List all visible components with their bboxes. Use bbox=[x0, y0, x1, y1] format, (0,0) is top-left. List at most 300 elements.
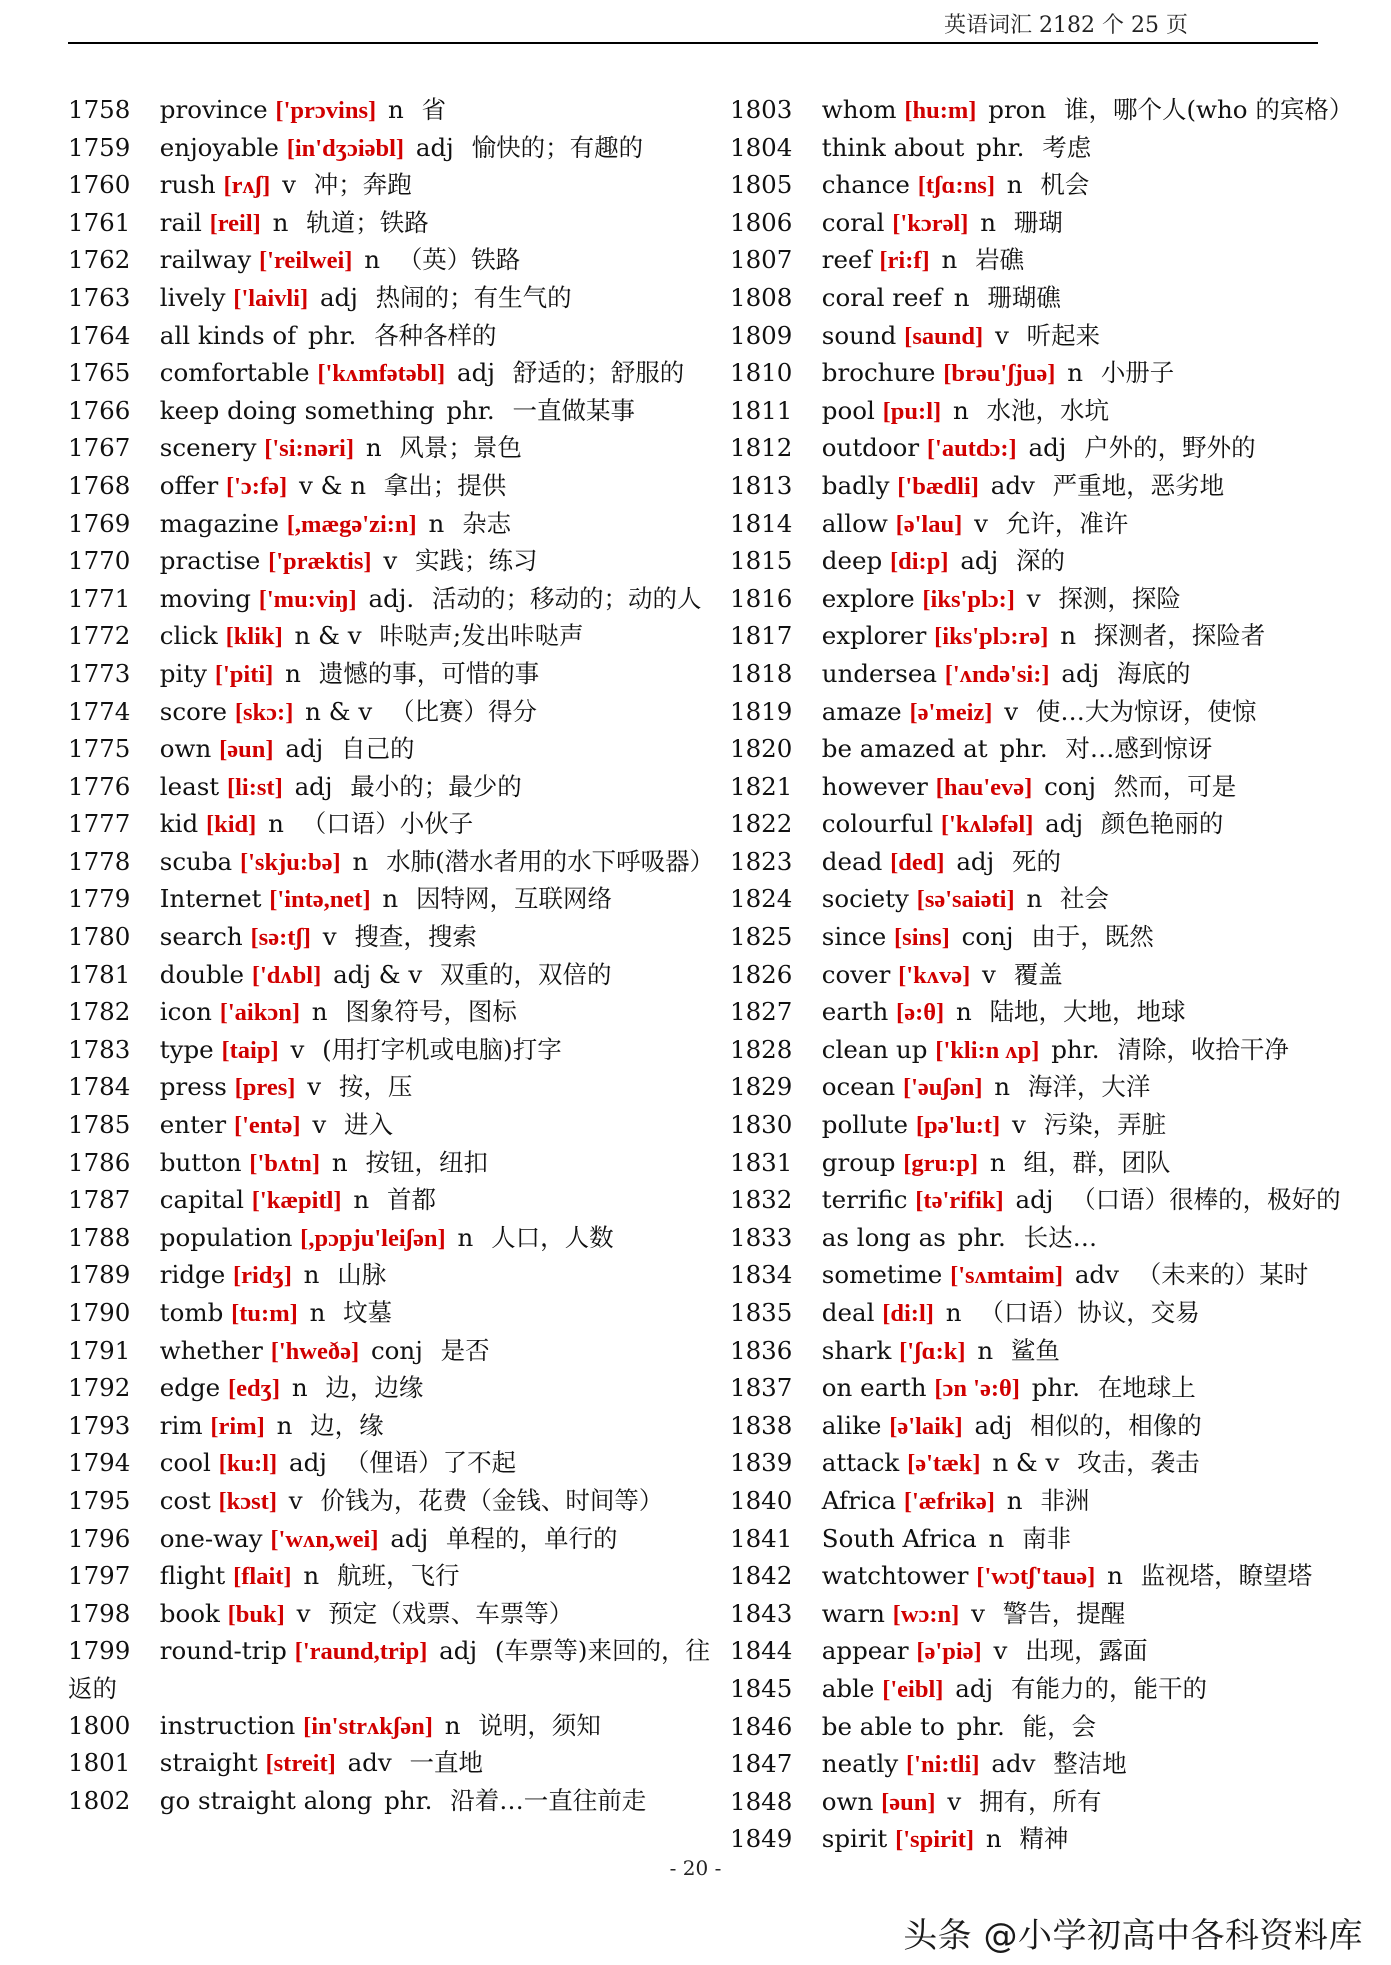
entry-number: 1829 bbox=[730, 1072, 793, 1102]
entry-meaning: (车票等)来回的，往返的 bbox=[68, 1636, 710, 1703]
entry-phonetic: ['kli:n ʌp] bbox=[935, 1036, 1040, 1064]
vocab-entry bbox=[68, 167, 718, 205]
entry-number: 1816 bbox=[730, 583, 793, 613]
entry-number: 1802 bbox=[68, 1785, 131, 1815]
entry-meaning: 严重地，恶劣地 bbox=[1052, 470, 1225, 500]
entry-meaning: 机会 bbox=[1040, 170, 1090, 200]
entry-meaning: 是否 bbox=[440, 1335, 490, 1365]
entry-number: 1833 bbox=[730, 1222, 793, 1252]
entry-phonetic: [gru:p] bbox=[903, 1149, 979, 1177]
entry-word: as long as bbox=[821, 1222, 946, 1252]
entry-word: shark bbox=[821, 1335, 892, 1365]
entry-part-of-speech: adj bbox=[289, 1448, 327, 1478]
entry-meaning: 陆地，大地，地球 bbox=[989, 997, 1186, 1027]
vocab-entry bbox=[730, 468, 1380, 506]
header-title: 英语词汇 2182 个 25 页 bbox=[944, 13, 1188, 38]
entry-part-of-speech: n & v bbox=[992, 1448, 1060, 1478]
entry-phonetic: [iks'plɔ:rə] bbox=[934, 623, 1049, 651]
entry-word: be able to bbox=[821, 1711, 945, 1741]
entry-meaning: 在地球上 bbox=[1097, 1373, 1196, 1403]
entry-part-of-speech: n bbox=[285, 658, 301, 688]
entry-meaning: 拥有，所有 bbox=[979, 1786, 1102, 1816]
entry-word: moving bbox=[159, 583, 251, 613]
entry-number: 1801 bbox=[68, 1748, 131, 1778]
entry-phonetic: [ə'tæk] bbox=[907, 1450, 981, 1478]
vocab-entry bbox=[730, 1220, 1380, 1258]
entry-number: 1784 bbox=[68, 1072, 131, 1102]
entry-word: lively bbox=[159, 282, 226, 312]
entry-part-of-speech: adv bbox=[1074, 1260, 1119, 1290]
entry-phonetic: [tə'rifik] bbox=[915, 1187, 1004, 1215]
entry-number: 1761 bbox=[68, 207, 131, 237]
entry-word: offer bbox=[159, 470, 219, 500]
vocab-entry bbox=[68, 1558, 718, 1596]
vocab-entry bbox=[68, 1370, 718, 1408]
vocab-entry bbox=[68, 430, 718, 468]
entry-word: scenery bbox=[159, 433, 257, 463]
entry-meaning: 图象符号，图标 bbox=[345, 997, 517, 1027]
entry-number: 1764 bbox=[68, 320, 131, 350]
entry-meaning: 深的 bbox=[1016, 546, 1065, 576]
entry-word: however bbox=[821, 771, 928, 801]
entry-meaning: 拿出；提供 bbox=[383, 470, 507, 500]
entry-number: 1832 bbox=[730, 1185, 793, 1215]
vocab-entry bbox=[68, 506, 718, 544]
entry-word: edge bbox=[159, 1373, 221, 1403]
entry-phonetic: ['wʌn,wei] bbox=[270, 1525, 379, 1553]
entry-meaning: 沿着…一直往前走 bbox=[450, 1785, 647, 1815]
entry-phonetic: [saund] bbox=[904, 322, 984, 350]
entry-part-of-speech: adj. bbox=[368, 583, 415, 613]
vocab-entry bbox=[730, 167, 1380, 205]
entry-part-of-speech: n bbox=[331, 1147, 348, 1177]
entry-part-of-speech: v bbox=[1012, 1110, 1026, 1140]
entry-phonetic: [li:st] bbox=[226, 773, 283, 801]
vocab-entry bbox=[68, 1521, 718, 1559]
entry-phonetic: ['bʌtn] bbox=[249, 1149, 321, 1177]
entry-word: pool bbox=[821, 395, 875, 425]
vocab-entry bbox=[730, 130, 1380, 168]
entry-part-of-speech: adj bbox=[285, 734, 324, 764]
entry-number: 1775 bbox=[68, 734, 131, 764]
entry-word: icon bbox=[159, 997, 212, 1027]
entry-number: 1839 bbox=[730, 1448, 793, 1478]
vocab-entry bbox=[68, 1445, 718, 1483]
entry-number: 1786 bbox=[68, 1147, 131, 1177]
vocab-entry bbox=[68, 242, 718, 280]
entry-phonetic: [ə:θ] bbox=[896, 999, 945, 1027]
entry-number: 1774 bbox=[68, 696, 131, 726]
entry-number: 1821 bbox=[730, 771, 793, 801]
entry-meaning: 水肺(潜水者用的水下呼吸器） bbox=[386, 846, 715, 876]
entry-word: own bbox=[159, 734, 212, 764]
entry-meaning: 杂志 bbox=[462, 508, 512, 538]
entry-number: 1810 bbox=[730, 358, 793, 388]
entry-phonetic: ['hweðə] bbox=[270, 1337, 360, 1365]
entry-meaning: 按钮，纽扣 bbox=[365, 1147, 488, 1177]
entry-meaning: 颜色艳丽的 bbox=[1100, 809, 1224, 839]
entry-number: 1769 bbox=[68, 508, 131, 538]
entry-word: score bbox=[159, 696, 228, 726]
entry-word: coral reef bbox=[821, 282, 942, 312]
entry-meaning: 考虑 bbox=[1042, 132, 1092, 162]
entry-word: one-way bbox=[159, 1523, 263, 1553]
entry-part-of-speech: n bbox=[364, 245, 381, 275]
entry-word: go straight along bbox=[159, 1785, 373, 1815]
entry-phonetic: [,pɔpju'leiʃən] bbox=[300, 1224, 446, 1252]
entry-word: since bbox=[821, 922, 887, 952]
vocab-entry bbox=[730, 844, 1380, 882]
vocab-entry bbox=[68, 468, 718, 506]
entry-phonetic: ['æfrikə] bbox=[903, 1487, 995, 1515]
entry-part-of-speech: v bbox=[383, 546, 398, 576]
entry-part-of-speech: n bbox=[989, 1147, 1006, 1177]
entry-phonetic: [ku:l] bbox=[218, 1450, 278, 1478]
vocab-entry bbox=[68, 881, 718, 919]
entry-word: population bbox=[159, 1222, 293, 1252]
entry-number: 1811 bbox=[730, 395, 793, 425]
entry-meaning: 出现，露面 bbox=[1025, 1636, 1148, 1666]
entry-number: 1787 bbox=[68, 1185, 131, 1215]
entry-part-of-speech: adj bbox=[974, 1410, 1013, 1440]
watermark: 头条 @小学初高中各科资料库 bbox=[903, 1916, 1363, 1956]
entry-meaning: 遗憾的事，可惜的事 bbox=[318, 658, 540, 688]
entry-meaning: 精神 bbox=[1019, 1824, 1069, 1854]
vocab-entry bbox=[730, 1295, 1380, 1333]
vocab-entry bbox=[730, 957, 1380, 995]
entry-meaning: 有能力的，能干的 bbox=[1010, 1673, 1207, 1703]
vocab-entry bbox=[730, 1257, 1380, 1295]
entry-part-of-speech: v & n bbox=[298, 470, 366, 500]
left-column bbox=[68, 92, 718, 1820]
entry-meaning: 组，群，团队 bbox=[1023, 1147, 1171, 1177]
entry-meaning: （口语）很棒的，极好的 bbox=[1071, 1185, 1341, 1215]
vocab-entry bbox=[730, 919, 1380, 957]
entry-word: Africa bbox=[821, 1485, 897, 1515]
entry-meaning: 一直地 bbox=[409, 1748, 484, 1778]
entry-word: undersea bbox=[821, 658, 937, 688]
entry-meaning: 探测，探险 bbox=[1058, 583, 1181, 613]
entry-number: 1835 bbox=[730, 1298, 793, 1327]
entry-word: whether bbox=[159, 1335, 263, 1365]
entry-word: brochure bbox=[821, 358, 936, 388]
entry-number: 1773 bbox=[68, 658, 131, 688]
entry-phonetic: [ə'lau] bbox=[895, 510, 963, 538]
entry-part-of-speech: n bbox=[988, 1523, 1005, 1553]
entry-number: 1776 bbox=[68, 771, 131, 801]
vocab-entry bbox=[730, 1709, 1380, 1747]
entry-meaning: 单程的，单行的 bbox=[446, 1523, 618, 1553]
entry-word: badly bbox=[821, 470, 890, 500]
vocab-entry bbox=[730, 1633, 1380, 1671]
entry-word: dead bbox=[821, 846, 883, 876]
entry-word: scuba bbox=[159, 846, 233, 876]
entry-word: press bbox=[159, 1072, 227, 1102]
vocab-entry bbox=[68, 1145, 718, 1183]
entry-part-of-speech: n bbox=[1006, 170, 1023, 200]
entry-part-of-speech: conj bbox=[961, 922, 1014, 952]
entry-word: enjoyable bbox=[159, 132, 279, 162]
entry-phonetic: [streit] bbox=[265, 1750, 336, 1778]
right-column bbox=[730, 92, 1380, 1859]
entry-part-of-speech: n bbox=[1060, 621, 1076, 651]
entry-word: type bbox=[159, 1034, 214, 1064]
entry-number: 1827 bbox=[730, 997, 793, 1027]
entry-part-of-speech: n & v bbox=[305, 696, 373, 726]
entry-word: ridge bbox=[159, 1260, 226, 1290]
entry-number: 1836 bbox=[730, 1335, 793, 1365]
vocab-entry bbox=[68, 1069, 718, 1107]
entry-number: 1831 bbox=[730, 1147, 793, 1177]
entry-meaning: （未来的）某时 bbox=[1136, 1260, 1309, 1290]
entry-part-of-speech: adj bbox=[1045, 809, 1084, 839]
entry-phonetic: [taip] bbox=[221, 1036, 279, 1064]
entry-phonetic: ['reilwei] bbox=[259, 247, 353, 275]
vocab-entry bbox=[730, 1032, 1380, 1070]
entry-meaning: 污染，弄脏 bbox=[1043, 1110, 1167, 1140]
entry-meaning: 按，压 bbox=[338, 1072, 413, 1102]
entry-meaning: （口语）小伙子 bbox=[301, 809, 474, 839]
entry-part-of-speech: n bbox=[272, 207, 289, 237]
entry-meaning: 进入 bbox=[344, 1110, 394, 1140]
entry-part-of-speech: n bbox=[955, 997, 972, 1027]
entry-word: cover bbox=[821, 959, 891, 989]
entry-part-of-speech: v bbox=[1026, 583, 1041, 613]
entry-number: 1846 bbox=[730, 1711, 793, 1741]
vocab-entry bbox=[68, 1633, 718, 1707]
entry-phonetic: [klik] bbox=[225, 623, 283, 651]
entry-meaning: 舒适的；舒服的 bbox=[512, 358, 685, 388]
entry-phonetic: [di:l] bbox=[882, 1300, 934, 1327]
entry-phonetic: [ɔn 'ə:θ] bbox=[934, 1375, 1020, 1403]
entry-part-of-speech: n bbox=[1107, 1561, 1123, 1591]
vocab-entry bbox=[730, 1821, 1380, 1859]
vocab-entry bbox=[68, 1333, 718, 1371]
entry-meaning: 听起来 bbox=[1026, 320, 1101, 350]
entry-meaning: 海底的 bbox=[1117, 658, 1191, 688]
entry-phonetic: ['ʃɑ:k] bbox=[899, 1337, 966, 1365]
entry-number: 1841 bbox=[730, 1523, 793, 1553]
entry-number: 1765 bbox=[68, 358, 131, 388]
entry-meaning: 省 bbox=[421, 95, 447, 124]
page-number: - 20 - bbox=[669, 1856, 722, 1880]
vocab-entry bbox=[68, 1783, 718, 1821]
entry-phonetic: ['wɔtʃ'tauə] bbox=[976, 1563, 1096, 1591]
entry-number: 1820 bbox=[730, 734, 793, 764]
entry-part-of-speech: adj & v bbox=[333, 959, 423, 989]
entry-number: 1803 bbox=[730, 95, 793, 124]
entry-word: clean up bbox=[821, 1034, 928, 1064]
vocab-entry bbox=[68, 957, 718, 995]
entry-word: ocean bbox=[821, 1072, 896, 1102]
entry-meaning: 使…大为惊讶，使惊 bbox=[1035, 696, 1257, 726]
entry-part-of-speech: n bbox=[276, 1410, 293, 1440]
entry-number: 1847 bbox=[730, 1749, 793, 1779]
vocab-entry bbox=[730, 1558, 1380, 1596]
entry-part-of-speech: n bbox=[309, 1298, 326, 1327]
entry-word: flight bbox=[159, 1561, 226, 1591]
entry-phonetic: [kid] bbox=[205, 811, 257, 839]
entry-number: 1768 bbox=[68, 470, 131, 500]
entry-number: 1771 bbox=[68, 583, 131, 613]
entry-meaning: 最小的；最少的 bbox=[350, 771, 522, 801]
entry-number: 1814 bbox=[730, 508, 793, 538]
entry-phonetic: ['dʌbl] bbox=[251, 961, 322, 989]
entry-meaning: 长达… bbox=[1023, 1222, 1098, 1252]
entry-meaning: (用打字机或电脑)打字 bbox=[322, 1034, 562, 1064]
vocab-entry bbox=[730, 92, 1380, 130]
vocab-entry bbox=[730, 543, 1380, 581]
entry-word: search bbox=[159, 922, 243, 952]
entry-word: magazine bbox=[159, 508, 279, 538]
entry-number: 1838 bbox=[730, 1410, 793, 1440]
entry-number: 1794 bbox=[68, 1448, 131, 1478]
entry-number: 1758 bbox=[68, 95, 131, 124]
entry-meaning: 允许，准许 bbox=[1005, 508, 1129, 538]
entry-word: cost bbox=[159, 1485, 211, 1515]
entry-number: 1849 bbox=[730, 1824, 793, 1854]
entry-phonetic: [edʒ] bbox=[227, 1375, 281, 1403]
entry-phonetic: [reil] bbox=[209, 209, 261, 237]
entry-phonetic: [rim] bbox=[210, 1412, 265, 1440]
entry-phonetic: ['aikɔn] bbox=[219, 999, 300, 1027]
entry-phonetic: [ri:f] bbox=[879, 247, 930, 275]
vocab-entry bbox=[68, 1032, 718, 1070]
entry-part-of-speech: phr. bbox=[957, 1222, 1006, 1252]
entry-number: 1837 bbox=[730, 1373, 793, 1403]
entry-part-of-speech: v bbox=[290, 1034, 305, 1064]
entry-phonetic: [əun] bbox=[219, 736, 274, 764]
entry-phonetic: ['præktis] bbox=[268, 548, 372, 576]
vocab-entry bbox=[730, 1671, 1380, 1709]
entry-number: 1823 bbox=[730, 846, 793, 876]
entry-meaning: 整洁地 bbox=[1053, 1749, 1127, 1779]
entry-part-of-speech: n bbox=[303, 1561, 320, 1591]
entry-phonetic: ['si:nəri] bbox=[264, 435, 355, 463]
entry-word: kid bbox=[159, 809, 199, 839]
entry-word: pollute bbox=[821, 1110, 909, 1140]
entry-number: 1762 bbox=[68, 245, 131, 275]
entry-word: instruction bbox=[159, 1710, 296, 1740]
entry-phonetic: [ded] bbox=[890, 848, 945, 876]
entry-word: society bbox=[821, 884, 909, 914]
entry-number: 1779 bbox=[68, 884, 131, 914]
entry-number: 1844 bbox=[730, 1636, 793, 1666]
entry-meaning: 能，会 bbox=[1022, 1711, 1097, 1741]
entry-phonetic: [sins] bbox=[894, 924, 950, 952]
entry-number: 1770 bbox=[68, 546, 131, 576]
entry-word: whom bbox=[821, 95, 897, 124]
entry-phonetic: [sə'saiəti] bbox=[916, 886, 1015, 914]
vocab-entry bbox=[730, 994, 1380, 1032]
entry-phonetic: ['kʌvə] bbox=[898, 961, 971, 989]
entry-phonetic: ['laivli] bbox=[233, 284, 309, 312]
entry-part-of-speech: v bbox=[982, 959, 996, 989]
entry-number: 1809 bbox=[730, 320, 793, 350]
entry-phonetic: [skɔ:] bbox=[234, 698, 294, 726]
entry-number: 1830 bbox=[730, 1110, 793, 1140]
vocab-entry bbox=[730, 618, 1380, 656]
entry-number: 1845 bbox=[730, 1673, 793, 1703]
entry-word: rush bbox=[159, 170, 216, 200]
entry-meaning: （英）铁路 bbox=[397, 245, 521, 275]
vocab-entry bbox=[68, 1708, 718, 1746]
entry-number: 1760 bbox=[68, 170, 131, 200]
entry-phonetic: ['piti] bbox=[214, 660, 274, 688]
entry-part-of-speech: n bbox=[444, 1710, 461, 1740]
entry-phonetic: [iks'plɔ:] bbox=[922, 585, 1015, 613]
entry-meaning: 航班，飞行 bbox=[336, 1561, 460, 1591]
entry-word: alike bbox=[821, 1410, 882, 1440]
entry-phonetic: [in'strʌkʃən] bbox=[303, 1712, 433, 1740]
entry-phonetic: ['eibl] bbox=[882, 1675, 944, 1703]
vocab-entry bbox=[68, 1220, 718, 1258]
entry-word: think about bbox=[821, 132, 965, 162]
entry-meaning: 搜查，搜索 bbox=[354, 922, 477, 952]
entry-part-of-speech: v bbox=[307, 1072, 322, 1102]
entry-phonetic: [ə'laik] bbox=[889, 1412, 963, 1440]
entry-number: 1825 bbox=[730, 922, 793, 952]
entry-word: rim bbox=[159, 1410, 203, 1440]
vocab-entry bbox=[68, 1408, 718, 1446]
entry-part-of-speech: phr. bbox=[999, 734, 1048, 764]
vocab-entry bbox=[730, 769, 1380, 807]
entry-number: 1818 bbox=[730, 658, 793, 688]
vocab-entry bbox=[68, 769, 718, 807]
entry-word: book bbox=[159, 1598, 220, 1628]
entry-part-of-speech: n bbox=[953, 282, 970, 312]
entry-part-of-speech: n & v bbox=[294, 621, 362, 651]
entry-word: neatly bbox=[821, 1749, 899, 1779]
vocab-entry bbox=[68, 1295, 718, 1333]
entry-word: earth bbox=[821, 997, 889, 1027]
entry-part-of-speech: adj bbox=[1028, 433, 1067, 463]
entry-meaning: 热闹的；有生气的 bbox=[375, 282, 572, 312]
entry-part-of-speech: n bbox=[977, 1335, 994, 1365]
entry-phonetic: [,mægə'zi:n] bbox=[286, 510, 417, 538]
entry-part-of-speech: n bbox=[268, 809, 284, 839]
vocab-entry bbox=[68, 393, 718, 431]
vocab-entry bbox=[68, 1257, 718, 1295]
entry-meaning: 死的 bbox=[1012, 846, 1062, 876]
entry-number: 1797 bbox=[68, 1561, 131, 1591]
entry-number: 1819 bbox=[730, 696, 793, 726]
vocab-entry bbox=[68, 694, 718, 732]
entry-number: 1778 bbox=[68, 846, 131, 876]
entry-number: 1824 bbox=[730, 884, 793, 914]
vocab-entry bbox=[730, 656, 1380, 694]
entry-word: allow bbox=[821, 508, 888, 538]
entry-part-of-speech: v bbox=[994, 320, 1009, 350]
entry-part-of-speech: n bbox=[365, 433, 382, 463]
vocab-entry bbox=[68, 1182, 718, 1220]
entry-word: outdoor bbox=[821, 433, 920, 463]
entry-phonetic: ['intə,net] bbox=[269, 886, 371, 914]
vocab-entry bbox=[730, 1521, 1380, 1559]
entry-meaning: 海洋，大洋 bbox=[1027, 1072, 1151, 1102]
entry-phonetic: ['spirit] bbox=[895, 1826, 975, 1854]
entry-part-of-speech: v bbox=[971, 1598, 985, 1628]
entry-number: 1815 bbox=[730, 546, 793, 576]
vocab-entry bbox=[730, 280, 1380, 318]
entry-phonetic: ['ni:tli] bbox=[906, 1751, 980, 1779]
entry-number: 1817 bbox=[730, 621, 793, 651]
entry-word: deal bbox=[821, 1298, 875, 1327]
entry-part-of-speech: adv bbox=[347, 1748, 392, 1778]
entry-phonetic: [pə'lu:t] bbox=[915, 1112, 1001, 1140]
entry-number: 1780 bbox=[68, 922, 131, 952]
entry-part-of-speech: n bbox=[941, 245, 958, 275]
